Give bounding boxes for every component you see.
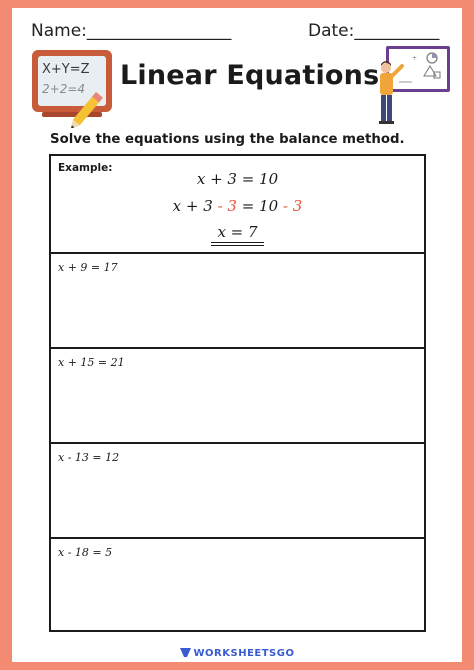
example-eq2-subtract-left: - 3 <box>217 197 237 215</box>
example-eq2-left: x + 3 <box>172 197 218 215</box>
problem-equation: x + 15 = 21 <box>58 356 125 369</box>
problem-equation: x - 18 = 5 <box>58 546 113 559</box>
worksheet-page <box>12 8 462 662</box>
example-cell <box>51 156 424 252</box>
example-equation-2 <box>51 197 424 215</box>
example-eq2-middle: = 10 <box>236 197 283 215</box>
problem-equation: x - 13 = 12 <box>58 451 120 464</box>
board-text-line1: X+Y=Z <box>42 62 90 77</box>
example-answer: x = 7 <box>211 223 263 246</box>
problem-equation: x + 9 = 17 <box>58 261 118 274</box>
example-answer-wrap <box>51 222 424 246</box>
page-title: Linear Equations <box>120 60 380 91</box>
footer-brand <box>12 648 462 659</box>
svg-text:÷: ÷ <box>412 55 418 62</box>
board-text-line2: 2+2=4 <box>42 82 86 96</box>
example-label: Example: <box>58 162 113 174</box>
chalkboard-pencil-icon <box>28 46 124 128</box>
name-field-label: Name:_________________ <box>31 21 232 41</box>
footer-brand-text: WORKSHEETSGO <box>193 648 295 659</box>
teacher-whiteboard-icon <box>372 44 452 130</box>
worksheetsgo-logo-icon <box>180 648 191 657</box>
problem-cell[interactable] <box>51 537 424 630</box>
date-field-label: Date:__________ <box>308 21 440 41</box>
example-equation-1: x + 3 = 10 <box>196 170 279 188</box>
problem-cell[interactable] <box>51 442 424 537</box>
equations-table <box>49 154 426 632</box>
problem-cell[interactable] <box>51 347 424 442</box>
example-eq2-subtract-right: - 3 <box>282 197 303 215</box>
instructions-text: Solve the equations using the balance method. <box>50 132 405 147</box>
problem-cell[interactable] <box>51 252 424 347</box>
